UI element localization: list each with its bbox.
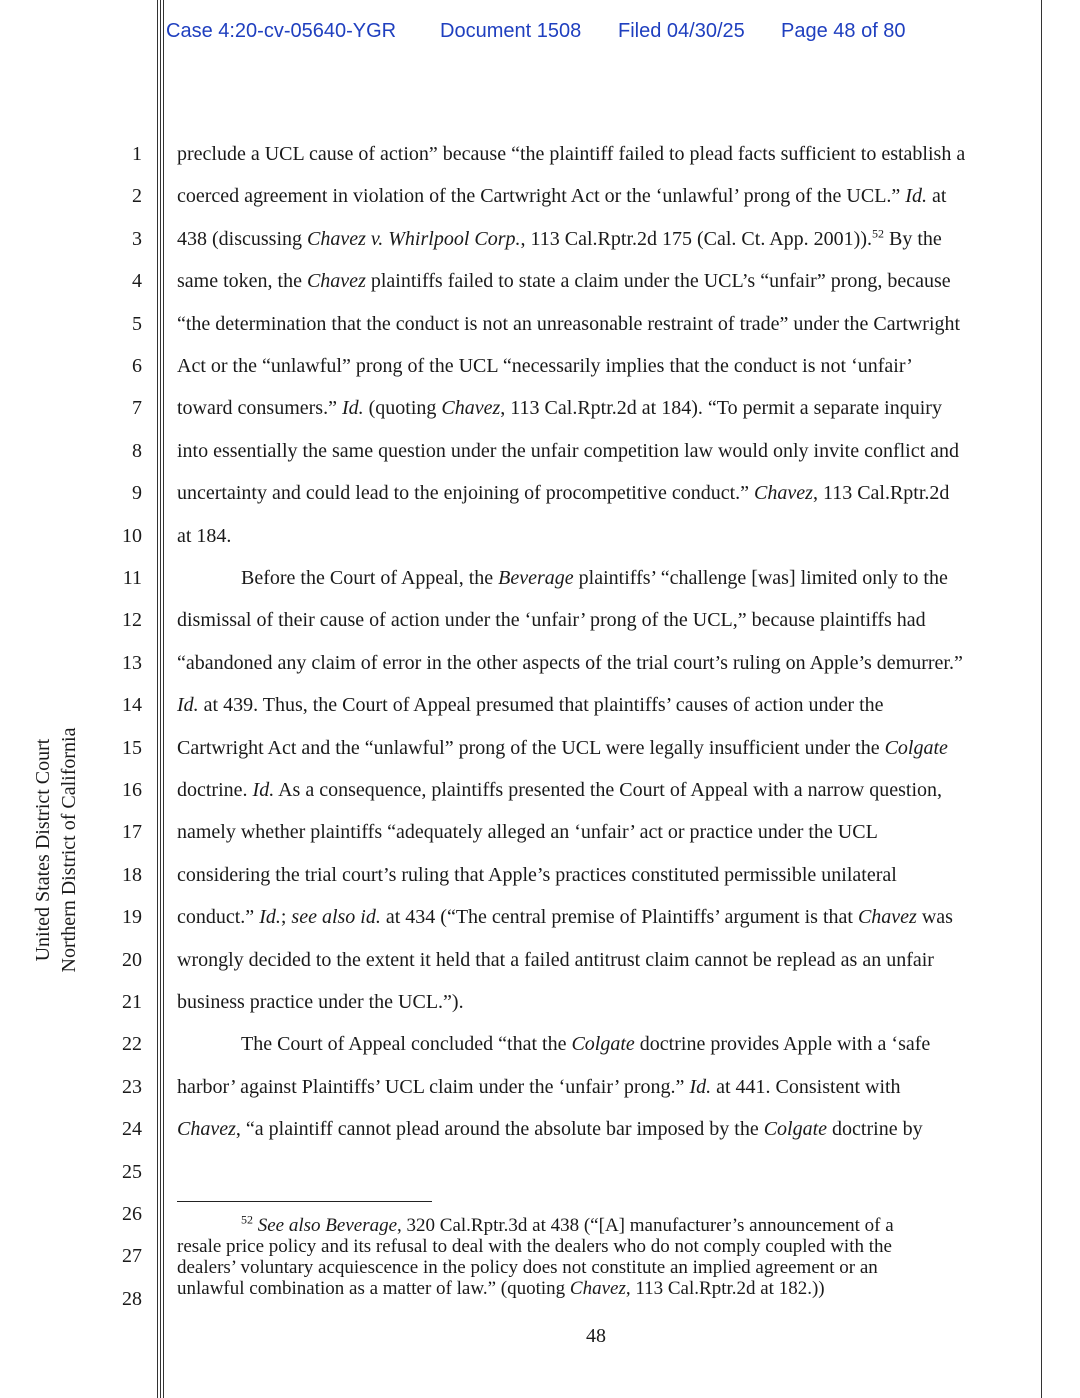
text-run: conduct.” (177, 906, 260, 929)
line-number: 9 (132, 482, 142, 505)
body-line (177, 607, 926, 633)
text-run: Act or the “unlawful” prong of the UCL “necessarily implies that the conduct is not ‘unfair’ (177, 355, 913, 377)
document-number: Document 1508 (440, 20, 582, 42)
text-run: , 113 Cal.Rptr.2d at 182.)) (625, 1278, 825, 1299)
text-run: at 441. Consistent with (711, 1075, 901, 1098)
line-number: 13 (122, 651, 142, 674)
line-number: 24 (122, 1118, 142, 1141)
body-line (177, 1074, 901, 1100)
line-number: 20 (122, 948, 142, 971)
line-number: 22 (122, 1033, 142, 1056)
italic-citation: Id. (341, 397, 364, 420)
left-margin-rule-middle (160, 0, 161, 1398)
text-run: , “a plaintiff cannot plead around the absolute bar imposed by the (235, 1118, 764, 1141)
text-run: Cartwright Act and the “unlawful” prong of the UCL were legally insufficient under the (177, 736, 885, 759)
italic-citation: Chavez v. Whirlpool Corp. (307, 227, 521, 250)
body-line (177, 226, 942, 252)
line-number: 2 (132, 185, 142, 208)
body-line (177, 141, 965, 167)
text-run: toward consumers.” (177, 397, 342, 420)
line-number: 19 (122, 906, 142, 929)
line-number: 28 (122, 1287, 142, 1310)
line-number: 26 (122, 1203, 142, 1225)
italic-citation: See also Beverage (257, 1215, 398, 1236)
body-line (177, 904, 953, 930)
italic-citation: Colgate (763, 1118, 828, 1141)
text-run: unlawful combination as a matter of law.” (quoting (177, 1278, 570, 1299)
page-number: 48 (586, 1325, 606, 1347)
text-run: doctrine. (177, 779, 253, 801)
text-run: , 113 Cal.Rptr.2d 175 (Cal. Ct. App. 2001)). (520, 227, 872, 250)
italic-citation: Colgate (571, 1033, 635, 1056)
text-run: As a consequence, plaintiffs presented the Court of Appeal with a narrow question, (274, 779, 942, 801)
case-number: Case 4:20-cv-05640-YGR (166, 20, 397, 42)
text-run: coerced agreement in violation of the Cartwright Act or the ‘unlawful’ prong of the UCL.” (177, 185, 906, 208)
line-number: 4 (132, 270, 142, 293)
filed-date: Filed 04/30/25 (618, 20, 745, 42)
text-run: By the (884, 227, 942, 250)
footnote-marker: 52 (241, 1212, 253, 1227)
italic-citation: Id. (252, 779, 275, 801)
text-run: 438 (discussing (177, 227, 307, 250)
case-header (166, 20, 966, 46)
line-number: 3 (132, 227, 142, 250)
line-number: 12 (122, 609, 142, 632)
text-run: plaintiffs failed to state a claim under the UCL’s “unfair” prong, because (365, 270, 951, 293)
body-line (177, 480, 949, 506)
text-run: “abandoned any claim of error in the other aspects of the trial court’s ruling on Apple’s demurrer.” (177, 651, 963, 674)
body-line (177, 183, 946, 209)
line-number: 11 (122, 567, 142, 589)
line-number: 21 (122, 991, 142, 1013)
italic-citation: Chavez (857, 906, 917, 929)
text-run: ; (280, 906, 292, 929)
text-run: dismissal of their cause of action under the ‘unfair’ prong of the UCL,” because plaintiffs had (177, 609, 926, 632)
text-run: doctrine by (827, 1118, 923, 1141)
text-run: preclude a UCL cause of action” because “the plaintiff failed to plead facts sufficient to establish a (177, 143, 966, 165)
body-line (177, 777, 942, 803)
text-run: at 439. Thus, the Court of Appeal presumed that plaintiffs’ causes of action under the (198, 694, 884, 717)
body-line (177, 311, 960, 337)
text-run: wrongly decided to the extent it held that a failed antitrust claim cannot be replead as an unfair (177, 948, 934, 971)
footnote-line (177, 1257, 878, 1278)
text-run: dealers’ voluntary acquiescence in the policy does not constitute an implied agreement or an (177, 1257, 878, 1278)
text-run: at (926, 185, 947, 208)
body-line (177, 989, 464, 1015)
body-line (177, 1116, 923, 1142)
line-number: 18 (122, 863, 142, 886)
body-line (177, 692, 884, 718)
italic-citation: Beverage (498, 567, 574, 589)
text-run: business practice under the UCL.”). (177, 991, 464, 1013)
footnote-line (177, 1278, 825, 1299)
italic-citation: Chavez (177, 1118, 236, 1141)
text-run: resale price policy and its refusal to deal with the dealers who do not comply coupled with the (177, 1236, 892, 1257)
text-run: at 184. (177, 524, 232, 547)
body-line (241, 1031, 930, 1057)
body-line (177, 735, 948, 761)
court-caption (30, 700, 82, 1000)
body-line (177, 395, 942, 421)
italic-citation: Id. (689, 1075, 712, 1098)
left-margin-rule-inner (163, 0, 164, 1398)
body-line (177, 353, 913, 379)
body-line (177, 268, 951, 294)
italic-citation: see also id. (291, 906, 381, 929)
line-number: 5 (132, 312, 142, 335)
text-run: considering the trial court’s ruling that Apple’s practices constituted permissible unilateral (177, 863, 897, 886)
text-run: at 434 (“The central premise of Plaintiffs’ argument is that (380, 906, 858, 929)
text-run: doctrine provides Apple with a ‘safe (634, 1033, 931, 1056)
body-line (177, 650, 963, 676)
body-line (177, 523, 231, 549)
footnote-marker: 52 (872, 226, 884, 241)
footnote-separator (177, 1201, 432, 1202)
text-run: plaintiffs’ “challenge [was] limited only to the (573, 567, 948, 589)
court-caption-line1: United States District Court (32, 738, 54, 962)
line-number: 8 (132, 439, 142, 462)
text-run: (quoting (363, 397, 442, 420)
body-line (177, 819, 878, 845)
text-run: harbor’ against Plaintiffs’ UCL claim under the ‘unfair’ prong.” (177, 1075, 690, 1098)
court-caption-line2: Northern District of California (58, 727, 80, 973)
right-margin-rule (1041, 0, 1042, 1398)
italic-citation: Chavez (306, 270, 366, 293)
text-run: , 320 Cal.Rptr.3d at 438 (“[A] manufacturer’s announcement of a (397, 1215, 894, 1236)
line-number: 14 (122, 694, 142, 717)
footnote-line (177, 1236, 892, 1257)
line-number: 16 (122, 779, 142, 801)
body-line (177, 438, 959, 464)
body-line (177, 947, 934, 973)
line-number: 25 (122, 1160, 142, 1183)
text-run: same token, the (177, 270, 307, 293)
italic-citation: Chavez (754, 482, 813, 505)
italic-citation: Id. (259, 906, 281, 929)
italic-citation: Chavez (569, 1278, 626, 1299)
text-run: into essentially the same question under the unfair competition law would only invite conflict and (177, 439, 960, 462)
line-number: 1 (132, 143, 142, 165)
body-line (177, 862, 897, 888)
italic-citation: Id. (905, 185, 927, 208)
text-run: Before the Court of Appeal, the (241, 567, 499, 589)
line-number: 10 (122, 524, 142, 547)
page-of-total: Page 48 of 80 (781, 20, 906, 42)
footnote-line (241, 1212, 894, 1236)
text-run: was (916, 906, 953, 929)
line-number: 7 (132, 397, 142, 420)
left-margin-rule-outer (157, 0, 158, 1398)
body-line (241, 565, 948, 591)
text-run: namely whether plaintiffs “adequately alleged an ‘unfair’ act or practice under the UCL (177, 821, 878, 844)
text-run: , 113 Cal.Rptr.2d at 184). “To permit a separate inquiry (500, 397, 942, 420)
italic-citation: Chavez (441, 397, 501, 420)
line-number: 27 (122, 1245, 142, 1268)
line-number: 6 (132, 355, 142, 377)
text-run: “the determination that the conduct is not an unreasonable restraint of trade” under the Cartwright (177, 312, 961, 335)
italic-citation: Colgate (884, 736, 948, 759)
italic-citation: Id. (177, 694, 199, 717)
text-run: , 113 Cal.Rptr.2d (812, 482, 950, 505)
line-number: 15 (122, 736, 142, 759)
line-number: 17 (122, 821, 142, 844)
text-run: The Court of Appeal concluded “that the (241, 1033, 572, 1056)
text-run: uncertainty and could lead to the enjoining of procompetitive conduct.” (177, 482, 755, 505)
line-number: 23 (122, 1075, 142, 1098)
